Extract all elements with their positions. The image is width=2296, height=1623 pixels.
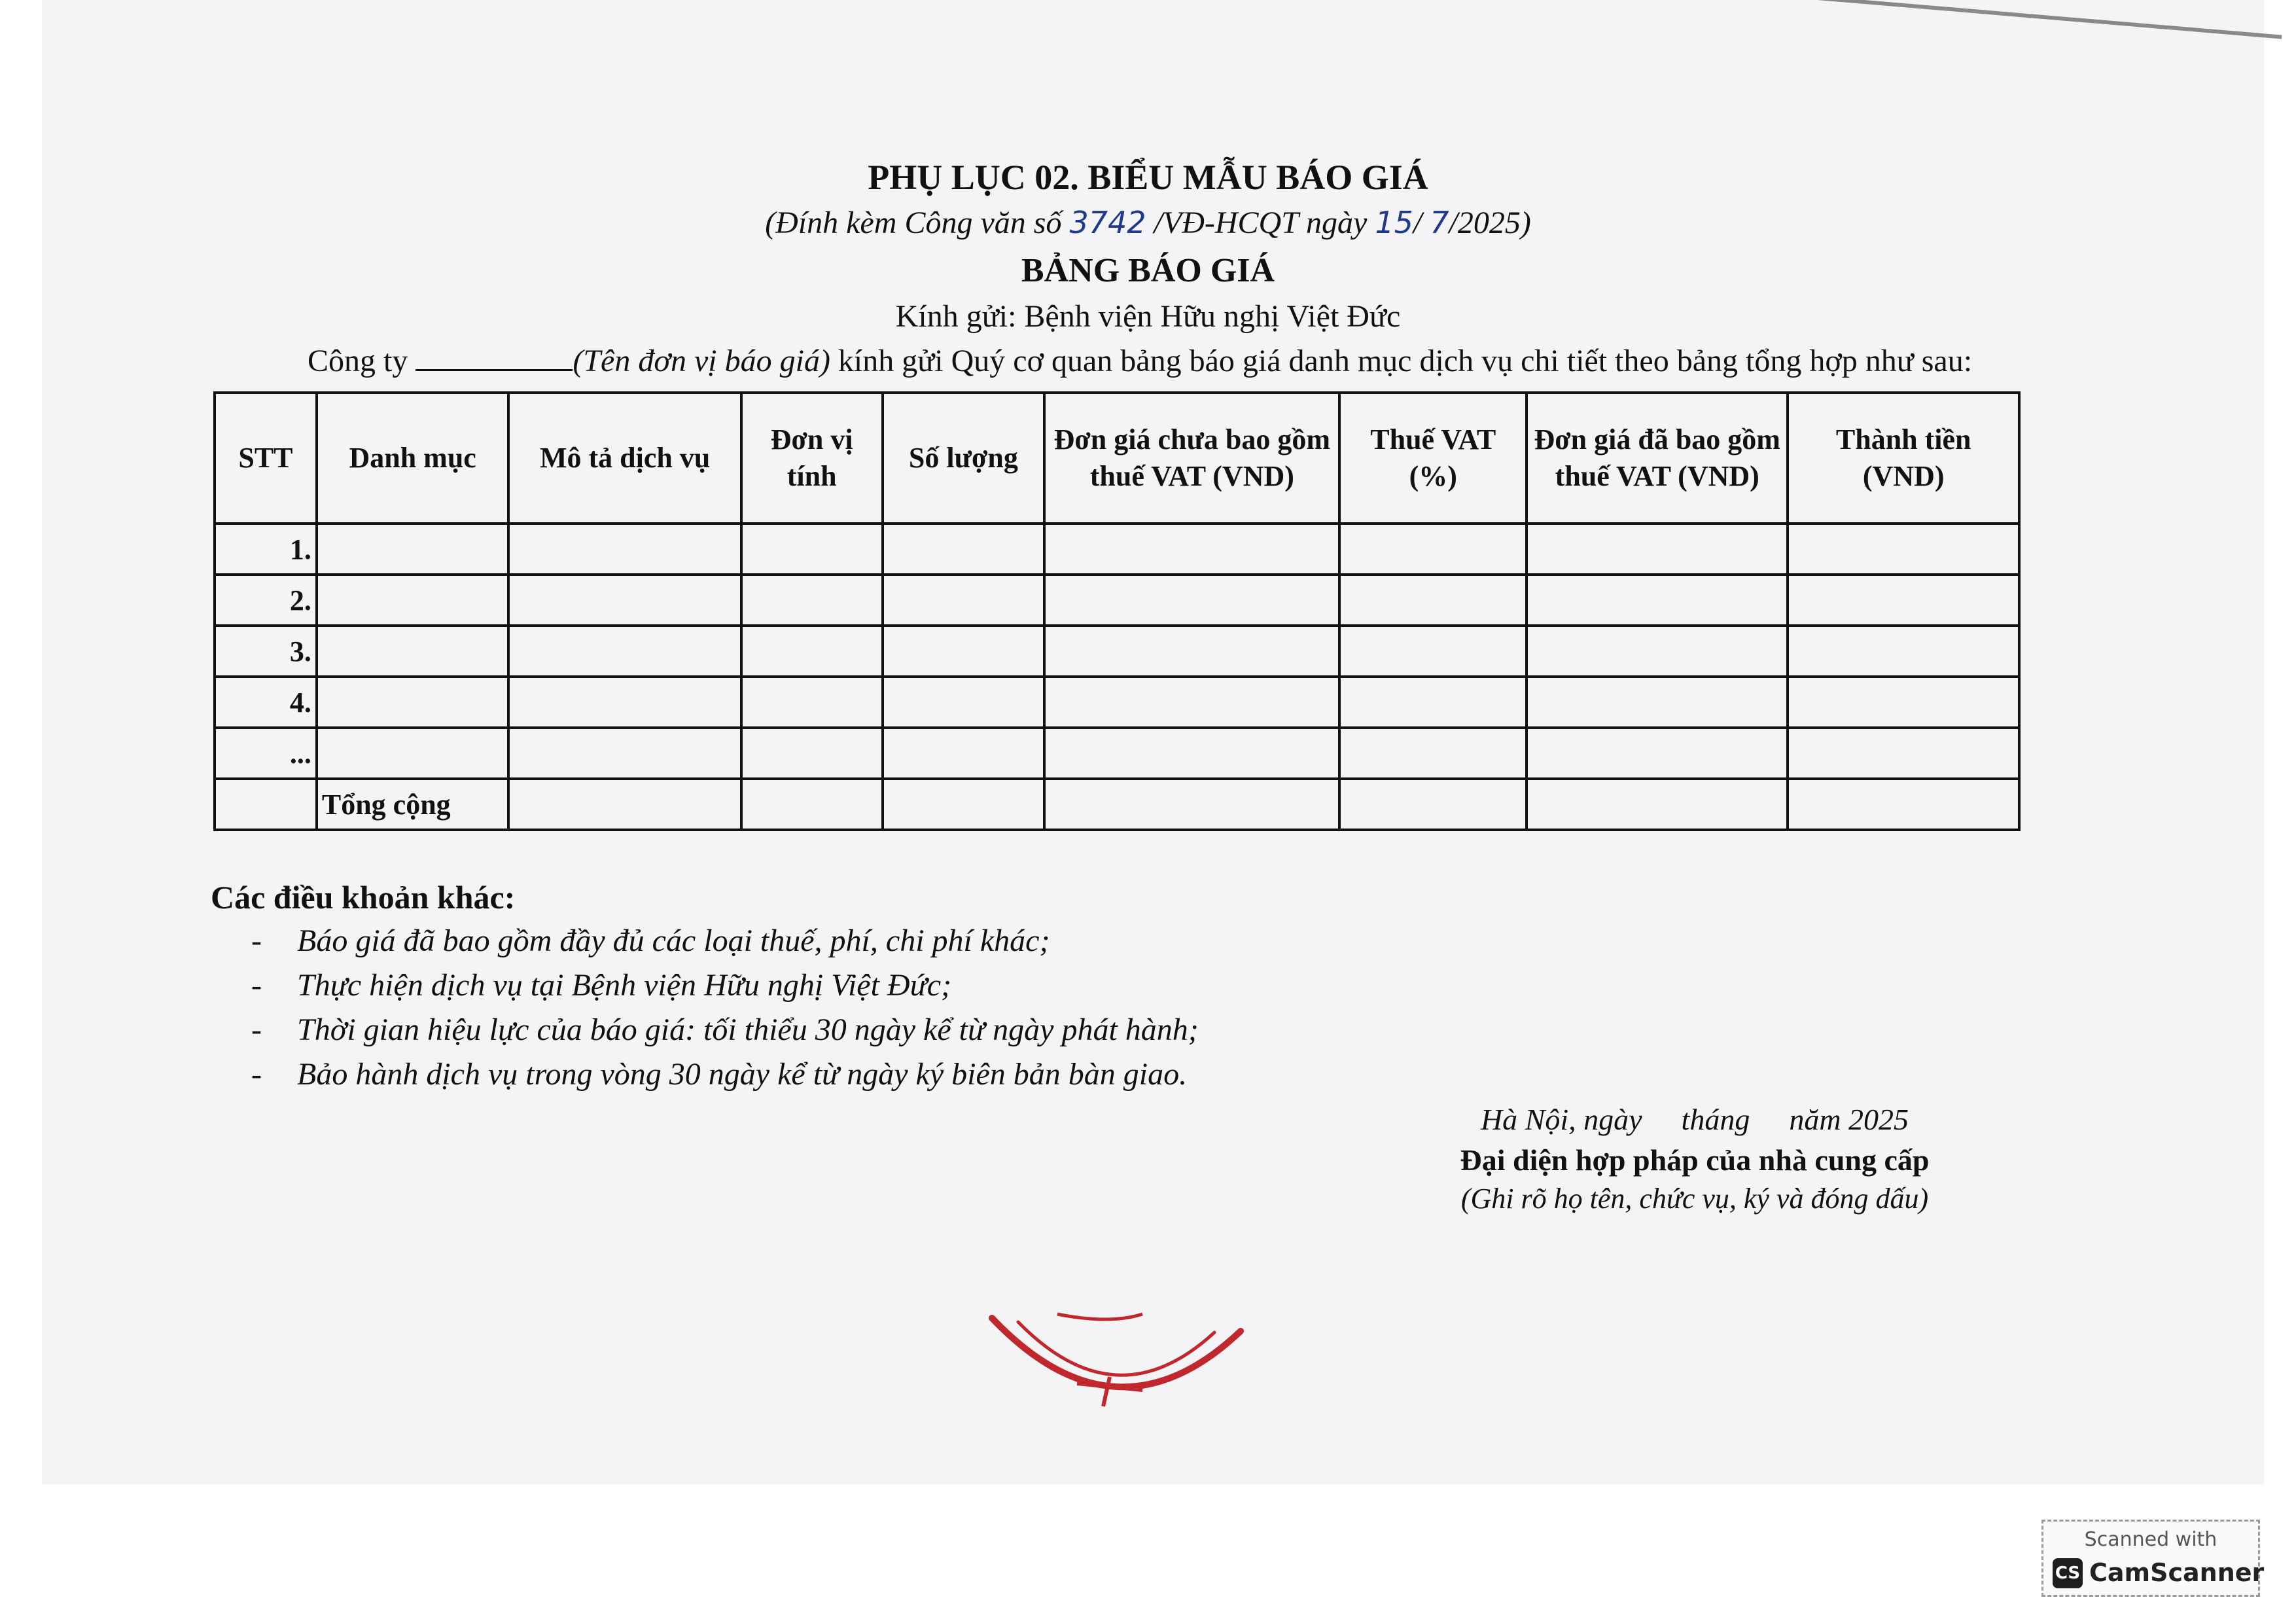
badge-top-text: Scanned with (2084, 1528, 2217, 1551)
table-cell (1339, 524, 1527, 575)
table-cell (317, 524, 509, 575)
table-cell (508, 677, 741, 728)
table-cell (883, 728, 1045, 779)
table-cell (1527, 575, 1788, 626)
handwritten-doc-number: 3742 (1069, 205, 1146, 240)
table-cell (1788, 677, 2019, 728)
table-cell (741, 779, 883, 830)
attachment-prefix: (Đính kèm Công văn số (765, 205, 1062, 240)
handwritten-day: 15 (1375, 205, 1413, 240)
term-item: - Bảo hành dịch vụ trong vòng 30 ngày kể từ ngày ký biên bản bàn giao. (251, 1057, 1188, 1092)
table-cell (1788, 779, 2019, 830)
handwritten-month: 7 (1430, 205, 1449, 240)
term-item: - Thời gian hiệu lực của báo giá: tối thiểu 30 ngày kể từ ngày phát hành; (251, 1012, 1199, 1047)
representative-title: Đại diện hợp pháp của nhà cung cấp (1460, 1143, 1930, 1177)
row-number: 2. (215, 575, 317, 626)
table-cell (883, 575, 1045, 626)
table-cell (741, 728, 883, 779)
table-cell (508, 575, 741, 626)
table-cell (508, 779, 741, 830)
terms-heading: Các điều khoản khác: (211, 879, 516, 916)
table-cell (1527, 524, 1788, 575)
quote-table (213, 391, 2021, 831)
table-row (215, 677, 2019, 728)
attachment-reference: (Đính kèm Công văn số 3742 /VĐ-HCQT ngày 15/ 7/2025) (765, 205, 1531, 240)
table-cell (508, 626, 741, 677)
table-row (215, 524, 2019, 575)
table-cell (317, 728, 509, 779)
table-header-row (215, 393, 2019, 524)
month-word: tháng (1681, 1103, 1750, 1136)
signature-date (1387, 1102, 2002, 1137)
table-cell (1527, 626, 1788, 677)
camscanner-badge (2041, 1520, 2265, 1597)
table-cell (1788, 728, 2019, 779)
table-cell (317, 626, 509, 677)
greeting: Kính gửi: Bệnh viện Hữu nghị Việt Đức (895, 299, 1401, 334)
col-header: Thành tiền (VND) (1788, 393, 2019, 524)
badge-app-name: CamScanner (2089, 1558, 2265, 1587)
quote-table-title: BẢNG BÁO GIÁ (1021, 252, 1275, 289)
table-cell (1044, 626, 1339, 677)
row-number: 3. (215, 626, 317, 677)
table-cell (741, 626, 883, 677)
table-cell (215, 779, 317, 830)
table-cell (1044, 677, 1339, 728)
table-cell (741, 524, 883, 575)
signature-note: (Ghi rõ họ tên, chức vụ, ký và đóng dấu) (1460, 1183, 1929, 1215)
row-number: 1. (215, 524, 317, 575)
table-cell (1788, 626, 2019, 677)
term-text: Báo giá đã bao gồm đầy đủ các loại thuế, phí, chi phí khác; (297, 923, 1050, 958)
table-cell (1788, 524, 2019, 575)
attachment-suffix: /2025) (1449, 205, 1531, 240)
col-header: STT (215, 393, 317, 524)
company-name-blank (415, 349, 573, 371)
table-cell (508, 524, 741, 575)
stamp-text-fragment (1057, 1314, 1142, 1319)
term-item: - Báo giá đã bao gồm đầy đủ các loại thuế, phí, chi phí khác; (251, 923, 1050, 958)
table-cell (883, 524, 1045, 575)
col-header: Đơn vị tính (741, 393, 883, 524)
table-cell (1339, 626, 1527, 677)
table-row (215, 575, 2019, 626)
term-item: - Thực hiện dịch vụ tại Bệnh viện Hữu nghị Việt Đức; (251, 968, 952, 1003)
appendix-title: PHỤ LỤC 02. BIỂU MẪU BÁO GIÁ (868, 158, 1428, 197)
total-row (215, 779, 2019, 830)
table-cell (883, 626, 1045, 677)
term-text: Thực hiện dịch vụ tại Bệnh viện Hữu nghị Việt Đức; (297, 968, 952, 1003)
term-text: Bảo hành dịch vụ trong vòng 30 ngày kể từ ngày ký biên bản bàn giao. (297, 1057, 1188, 1092)
total-label: Tổng cộng (317, 779, 509, 830)
table-cell (1339, 677, 1527, 728)
red-stamp-fragment (979, 1298, 1267, 1423)
row-number: ... (215, 728, 317, 779)
table-cell (508, 728, 741, 779)
table-cell (1527, 728, 1788, 779)
table-cell (741, 677, 883, 728)
term-text: Thời gian hiệu lực của báo giá: tối thiểu 30 ngày kể từ ngày phát hành; (297, 1012, 1199, 1047)
intro-company: Công ty (308, 344, 408, 378)
table-cell (317, 677, 509, 728)
col-header: Thuế VAT (%) (1339, 393, 1527, 524)
intro-placeholder: (Tên đơn vị báo giá) (573, 344, 830, 378)
col-header: Mô tả dịch vụ (508, 393, 741, 524)
table-cell (1044, 779, 1339, 830)
table-cell (1044, 524, 1339, 575)
table-cell (1339, 728, 1527, 779)
intro-rest: kính gửi Quý cơ quan bảng báo giá danh mục dịch vụ chi tiết theo bảng tổng hợp như sau: (838, 344, 1973, 378)
table-cell (741, 575, 883, 626)
table-cell (1788, 575, 2019, 626)
camscanner-logo-icon: CS (2053, 1558, 2083, 1588)
table-cell (1527, 677, 1788, 728)
table-cell (1044, 728, 1339, 779)
row-number: 4. (215, 677, 317, 728)
table-row (215, 626, 2019, 677)
table-row (215, 728, 2019, 779)
intro-line (308, 343, 1972, 379)
col-header: Danh mục (317, 393, 509, 524)
place-date: Hà Nội, ngày (1480, 1103, 1642, 1136)
table-cell (1044, 575, 1339, 626)
table-cell (1527, 779, 1788, 830)
col-header: Đơn giá chưa bao gồm thuế VAT (VND) (1044, 393, 1339, 524)
table-cell (1339, 779, 1527, 830)
attachment-middle: /VĐ-HCQT ngày (1154, 205, 1368, 240)
col-header: Đơn giá đã bao gồm thuế VAT (VND) (1527, 393, 1788, 524)
col-header: Số lượng (883, 393, 1045, 524)
table-cell (1339, 575, 1527, 626)
table-cell (317, 575, 509, 626)
table-cell (883, 779, 1045, 830)
year-text: năm 2025 (1789, 1103, 1909, 1136)
table-cell (883, 677, 1045, 728)
